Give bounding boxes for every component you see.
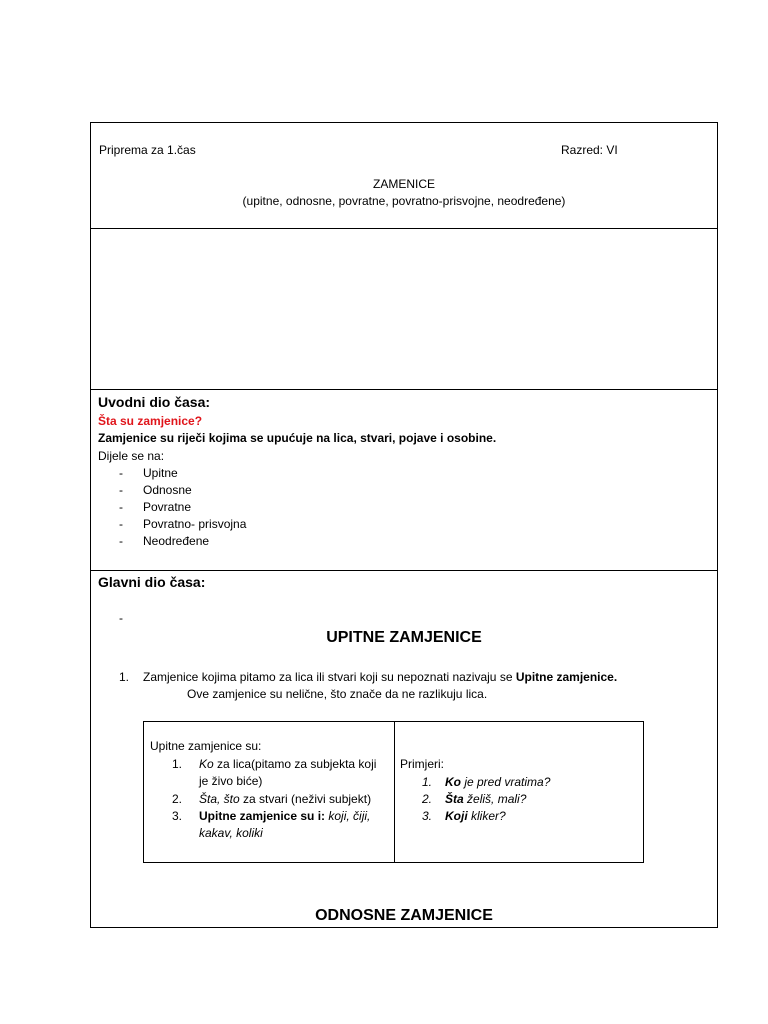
point-1-text: Zamjenice kojima pitamo za lica ili stvari koji su nepoznati nazivaju se Upitne zamjenice. [143,670,618,684]
table-right-heading: Primjeri: [400,757,444,771]
table-column-divider [394,722,395,862]
point-1-subtext: Ove zamjenice su nelične, što znače da ne razlikuju lica. [187,687,488,701]
point-1-number: 1. [119,670,130,684]
type-list [119,465,246,550]
table-left-heading: Upitne zamjenice su: [150,739,262,753]
prep-label: Priprema za 1.čas [99,143,196,157]
topic-subtitle: (upitne, odnosne, povratne, povratno-prisvojne, neodređene) [242,194,566,208]
section-divider [91,389,717,390]
divide-label: Dijele se na: [98,449,165,463]
section-divider [91,228,717,229]
topic-title: ZAMENICE [372,177,435,191]
intro-heading: Uvodni dio časa: [98,394,211,410]
list-item: - Povratne [119,500,192,514]
list-item: - Neodređene [119,534,210,548]
list-item: - Povratno- prisvojna [119,517,247,531]
list-item: Upitne zamjenice su i: koji, čiji, kakav, koliki [199,809,371,840]
list-item: Ko za lica(pitamo za subjekta koji je živo biće) [199,757,377,788]
list-item: 1. [172,757,183,771]
example-item: Koji kliker? [445,809,506,823]
dash-bullet: - [119,611,123,625]
lesson-plan-document [90,122,718,928]
example-item: 1. [422,775,433,789]
main-heading: Glavni dio časa: [98,574,206,590]
intro-definition: Zamjenice su riječi kojima se upućuje na lica, stvari, pojave i osobine. [98,431,497,445]
list-item: - Upitne [119,466,178,480]
list-item: - Odnosne [119,483,192,497]
example-item: 3. [422,809,433,823]
examples-table [143,721,644,863]
section-divider [91,570,717,571]
list-item: Šta, što za stvari (neživi subjekt) [199,792,372,806]
example-item: Ko je pred vratima? [445,775,551,789]
section-title-odnosne: ODNOSNE ZAMJENICE [315,907,493,924]
intro-question: Šta su zamjenice? [98,414,203,428]
section-title-upitne: UPITNE ZAMJENICE [326,629,482,646]
example-item: Šta želiš, mali? [445,792,527,806]
example-item: 2. [422,792,433,806]
grade-label: Razred: VI [561,143,618,157]
list-item: 3. [172,809,183,823]
list-item: 2. [172,792,183,806]
